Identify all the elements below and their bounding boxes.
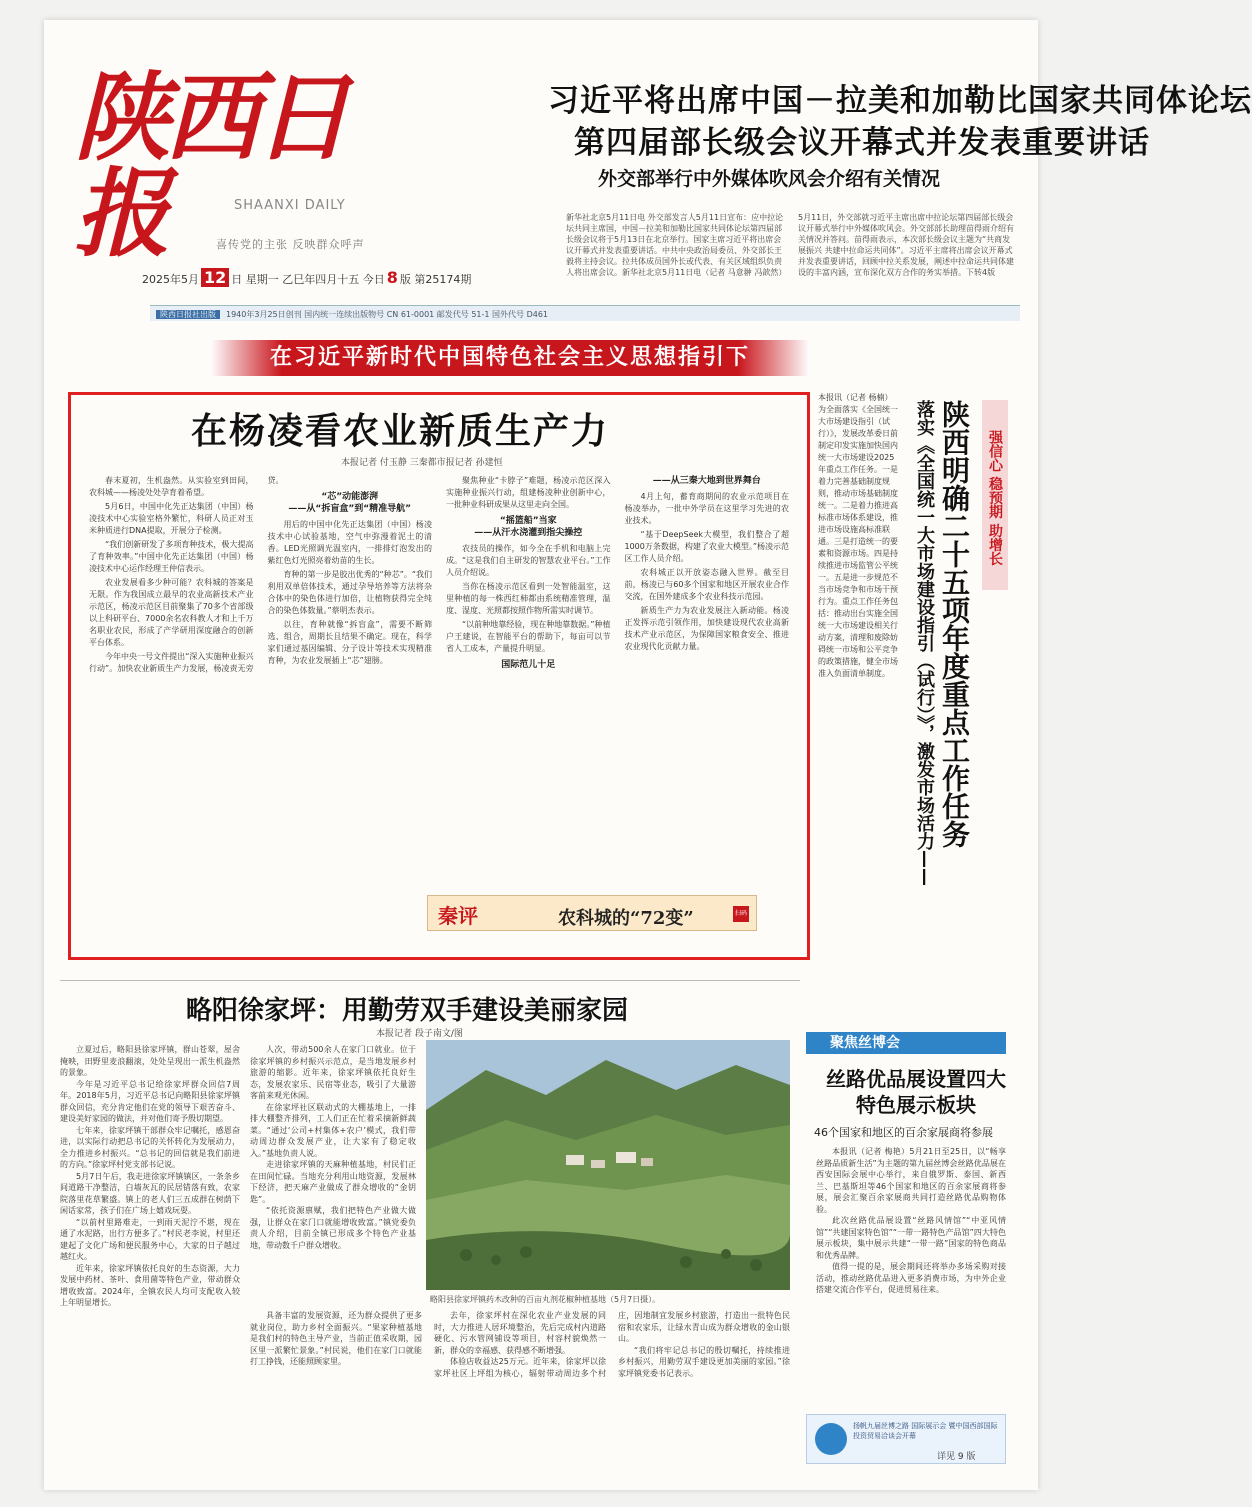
paragraph: 走进徐家坪镇的天麻种植基地，村民们正在田间忙碌。当地充分利用山地资源，发展林下经济，把天麻产业做成了群众增收的“金钥匙”。 [250,1160,416,1204]
date-tail: 版 第25174期 [399,273,472,286]
feature-byline: 本报记者 付玉静 三秦都市报记者 孙建恒 [341,458,503,468]
date-suffix: 日 星期一 乙巳年四月十五 今日 [231,273,385,286]
paragraph: “以前村里路难走，一到雨天泥泞不堪，现在通了水泥路，出行方便多了。”村民老李说，村里还建起了文化广场和便民服务中心，大家的日子越过越红火。 [60,1217,240,1261]
dateline [142,268,471,287]
subhead-subtitle: ——从三秦大地到世界舞台 [652,476,761,486]
theme-tag: 强信心 稳预期 助增长 [982,400,1008,590]
paragraph: 在徐家坪社区联动式的大棚基地上，一排排大棚整齐排列，工人们正在忙着采摘新鲜蔬菜。“通过‘公司+村集体+农户’模式，我们带动周边群众发展产业，让大家有了稳定收入。”基地负责人说。 [250,1102,416,1158]
paragraph: 5月7日午后，我走进徐家坪镇镇区，一条条乡间道路干净整洁，白墙灰瓦的民居错落有致，农家院落里花草繁盛。镇上的老人们三五成群在树荫下闲话家常，孩子们在广场上嬉戏玩耍。 [60,1171,240,1215]
feature-paragraph: 聚焦种业“卡脖子”难题，杨凌示范区深入实施种业振兴行动，组建杨凌种业创新中心，一批种业科研成果从这里走向全国。 [446,476,611,509]
commentary-box[interactable] [427,895,757,931]
side-subtitle: 落实《全国统一大市场建设指引（试行）》，激发市场活力—— [914,400,935,886]
paragraph: 立夏过后，略阳县徐家坪镇，群山苍翠，屋舍掩映，田野里麦浪翻滚，处处呈现出一派生机盎然的景象。 [60,1045,240,1077]
feature-title: 在杨凌看农业新质生产力 [191,411,610,452]
village-photo-image [426,1040,790,1290]
ad-text: 扬帆九届丝博之路 国际展示会 暨中国西部国际投资贸易洽谈会开幕 [853,1422,998,1440]
feature-paragraph: 农业发展看多少种可能？农科城的答案是无限。作为我国成立最早的农业高新技术产业示范区，杨凌示范区目前聚集了70多个省部级以上科研平台、7000余名农科教人才和上千万名职业农民，形成了产学研用深度融合的创新平台体系。 [89,578,254,647]
feature-paragraph: 农技员的操作，如今全在手机和电脑上完成。“这是我们自主研发的智慧农业平台。”工作人员介绍说。 [446,544,611,577]
commentary-tag: 秦评 [438,904,478,928]
subhead-subtitle: ——从“拆盲盒”到“精准导航” [288,504,412,514]
page-count: 8 [386,268,398,287]
lower-article-column-1 [60,1044,240,1454]
feature-subhead-1 [268,491,433,515]
paragraph: “依托资源禀赋，我们把特色产业做大做强，让群众在家门口就能增收致富。”镇党委负责人介绍，目前全镇已形成多个特色产业基地，带动数千户群众增收。 [250,1206,416,1250]
info-bar [150,305,1020,321]
feature-paragraph: 当你在杨凌示范区看到一处智能温室，这里种植的每一株西红柿都由系统精准管理，温度、湿度、光照都按照作物所需实时调节。 [446,582,611,615]
lower-article-title: 略阳徐家坪：用勤劳双手建设美丽家园 [186,996,629,1026]
section-banner: 在习近平新时代中国特色社会主义思想指引下 [210,340,810,376]
lower-article-byline: 本报记者 段子南文/图 [376,1029,463,1039]
photo-caption: 略阳县徐家坪镇药木改种的百亩丸剂花椒种植基地（5月7日摄）。 [430,1295,661,1304]
side-article-body: 本报讯（记者 杨楠）为全面落实《全国统一大市场建设指引（试行）》，发展改革委日前制定印发实施加快国内统一大市场建设2025年重点工作任务。一是着力完善基础制度规则，推动市场基础制度统一。二是着力推进高标准市场体系建设，推进市场设施高标准联通。三是打造统一的要素和资源市场。四是持续推进市场监管公平统一。五是进一步规范不当市场竞争和市场干预行为。重点工作任务包括：推动出台实施全国统一大市场建设相关行动方案，清理和废除妨碍统一市场和公平竞争的政策措施，健全市场准入负面清单制度。 [818,393,898,678]
paragraph: 去年，徐家坪村在深化农业产业发展的同时，大力推进人居环境整治，先后完成村内道路硬化、污水管网铺设等项目，村容村貌焕然一新，群众的幸福感、获得感不断增强。 [434,1311,606,1355]
event-ad[interactable] [806,1414,1006,1464]
feature-article [68,392,810,960]
subhead-subtitle: ——从汗水浇灌到指尖操控 [474,528,583,538]
lead-headline [548,80,1252,194]
feature-body [89,475,789,875]
subhead-title: “芯”动能澎湃 [321,492,379,502]
side-main-title: 陕西明确二十五项年度重点工作任务 [938,400,971,848]
feature-paragraph: 春末夏初，生机盎然。从实验室到田间，农科城——杨凌处处孕育着希望。 [89,476,254,497]
feature-paragraph: “基于DeepSeek大模型，我们整合了超1000万条数据，构建了农业大模型。”杨凌示范区工作人员介绍。 [624,530,790,563]
lower-article-bottom [250,1310,790,1460]
event-logo-icon [815,1423,847,1455]
feature-paragraph: 以往，育种就像“拆盲盒”，需要不断筛选、组合，周期长且结果不确定。现在，科学家们通过基因编辑、分子设计等技术实现精准育种，为农业发展插上“芯”翅膀。 [267,620,432,665]
village-photo [426,1040,790,1290]
feature-paragraph: 用后的中国中化先正达集团（中国）杨凌技术中心试验基地，空气中弥漫着泥土的清香。LED光照调光温室内，一排排灯泡发出的紫红色灯光照亮着幼苗的生长。 [267,520,432,565]
paragraph: “我们将牢记总书记的殷切嘱托，持续推进乡村振兴，用勤劳双手建设更加美丽的家园。”徐家坪镇党委书记表示。 [618,1345,790,1378]
feature-subhead-2 [446,515,611,539]
subhead-title: 国际范儿十足 [501,660,556,670]
feature-paragraph: 5月6日，中国中化先正达集团（中国）杨凌技术中心实验室格外繁忙，科研人员正对玉米种质进行DNA提取，开展分子检测。 [89,502,254,535]
paragraph: 值得一提的是，展会期间还将举办多场采购对接活动，推动丝路优品进入更多消费市场，为中外企业搭建交流合作平台，促进贸易往来。 [816,1262,1006,1294]
paragraph: 人次，带动500余人在家门口就业。位于徐家坪镇的乡村振兴示范点，是当地发展乡村旅游的缩影。近年来，徐家坪镇依托良好生态，发展农家乐、民宿等业态，吸引了大量游客前来观光休闲。 [250,1045,416,1100]
ad-page-ref: 详见 9 版 [937,1452,976,1462]
subhead-title: “摇篮船”当家 [499,516,557,526]
silk-subtitle: 46个国家和地区的百余家展商将参展 [814,1126,993,1139]
masthead-slogan: 喜传党的主张 反映群众呼声 [216,238,365,251]
date-day: 12 [201,268,229,287]
divider [60,980,800,981]
paragraph: 体验店收益达25万元。近年来，徐家坪以徐家坪社区上坪组为核心，辐射带动周边多个村庄，因地制宜发展乡村旅游，打造出一批特色民宿和农家乐，让绿水青山成为群众增收的金山银山。 [434,1311,790,1378]
commentary-title: 农科城的“72变” [558,908,694,929]
silk-section-tag: 聚焦丝博会 [806,1032,1006,1054]
paragraph: 近年来，徐家坪镇依托良好的生态资源，大力发展中药材、茶叶、食用菌等特色产业，带动群众增收致富。2024年，全镇农民人均可支配收入较上年明显增长。 [60,1263,240,1307]
paragraph: 七年来，徐家坪镇干部群众牢记嘱托，感恩奋进，以实际行动把总书记的关怀转化为发展动力，全力推进乡村振兴。“总书记的回信就是我们前进的方向。”徐家坪村党支部书记说。 [60,1125,240,1169]
qr-code-icon[interactable]: 扫码 [733,906,749,922]
feature-paragraph: 农科城正以开放姿态融入世界。截至目前，杨凌已与60多个国家和地区开展农业合作交流，在国外建成多个农业科技示范园。 [624,568,789,601]
feature-paragraph: 今年中央一号文件提出“深入实施种业振兴行动”。加快农业新质生产力发展，杨凌责无旁贷。 [89,476,284,673]
paragraph: 具备丰富的发展资源，还为群众提供了更多就业岗位，助力乡村全面振兴。“果家种植基地是我们村的特色主导产业，当前正值采收期，园区里一派繁忙景象。”村民说，他们在家门口就能打工挣钱，还能照顾家里。 [250,1311,422,1366]
feature-paragraph: 新质生产力为农业发展注入新动能。杨凌正发挥示范引领作用，加快建设现代农业高新技术产业示范区，为保障国家粮食安全、推进农业现代化贡献力量。 [624,606,789,651]
paragraph: 本报讯（记者 梅艳）5月21日至25日，以“畅享丝路品质新生活”为主题的第九届丝博会丝路优品展在西安国际会展中心举行，来自俄罗斯、泰国、新西兰、巴基斯坦等46个国家和地区的百余家展商将参展，展会汇聚百余家展商共同打造丝路优品购物体验。 [816,1147,1006,1214]
silk-body [816,1146,1006,1376]
feature-paragraph: “我们创新研发了多项育种技术，极大提高了育种效率。”中国中化先正达集团（中国）杨凌技术中心运作经理王仲信表示。 [89,540,254,573]
lead-line-2: 第四届部长级会议开幕式并发表重要讲话 [574,125,1150,161]
masthead-logo: 陕西日报 [74,61,344,270]
paragraph: 今年是习近平总书记给徐家坪群众回信7周年。2018年5月，习近平总书记向略阳县徐家坪镇群众回信，充分肯定他们在党的领导下艰苦奋斗、建设美好家园的做法，并对他们寄予殷切期望。 [60,1079,240,1123]
info-bar-tag: 陕西日报社出版 [156,310,220,319]
date-prefix: 2025年5月 [142,273,199,286]
info-bar-text: 1940年3月25日创刊 国内统一连续出版物号 CN 61-0001 邮发代号 51-1 国外代号 D461 [226,310,549,319]
feature-paragraph: 4月上旬，蓄育商期间的农业示范项目在杨凌举办，一批中外学员在这里学习先进的农业技术。 [624,492,789,525]
lead-subtitle: 外交部举行中外媒体吹风会介绍有关情况 [598,168,941,190]
paragraph: 此次丝路优品展设置“丝路风情馆”“中亚风情馆”“共建国家特色馆”“一带一路特色产品馆”四大特色展示板块，集中展示共建“一带一路”国家的特色商品和优秀品牌。 [816,1216,1006,1260]
masthead-english: SHAANXI DAILY [234,198,346,213]
lead-body: 新华社北京5月11日电 外交部发言人5月11日宣布：应中拉论坛共同主席国，中国－拉美和加勒比国家共同体论坛第四届部长级会议将于5月13日在北京举行。国家主席习近平将出席会议开幕式并发表重要讲话。中共中央政治局委员、外交部长王毅将主持会议。拉共体成员国外长或代表、有关区域组织负责人将出席会议。新华社北京5月11日电（记者 马意翀 冯歆然）5月11日，外交部就习近平主席出席中拉论坛第四届部长级会议开幕式举行中外媒体吹风会。外交部部长助理苗得雨介绍有关情况并答问。苗得雨表示，本次部长级会议主题为“共商发展振兴 共建中拉命运共同体”。习近平主席将出席会议开幕式并发表重要讲话，回顾中拉关系发展，阐述中拉命运共同体建设的丰富内涵，宣布深化双方合作的务实举措。下转4版 [566,213,1014,277]
feature-paragraph: 育种的第一步是胶出优秀的“种芯”。“我们利用双单倍体技术，通过孕导培养等方法将杂合体中的染色体进行加倍，让植物获得完全纯合的染色体数量。”蔡明杰表示。 [267,570,432,615]
side-article-title [912,400,972,886]
silk-title: 丝路优品展设置四大特色展示板块 [826,1067,1006,1117]
lead-line-1: 习近平将出席中国－拉美和加勒比国家共同体论坛 [548,83,1252,119]
feature-paragraph: “以前种地靠经验，现在种地靠数据。”种植户王建说，在智能平台的帮助下，每亩可以节省人工成本，产量提升明显。 [446,620,611,653]
